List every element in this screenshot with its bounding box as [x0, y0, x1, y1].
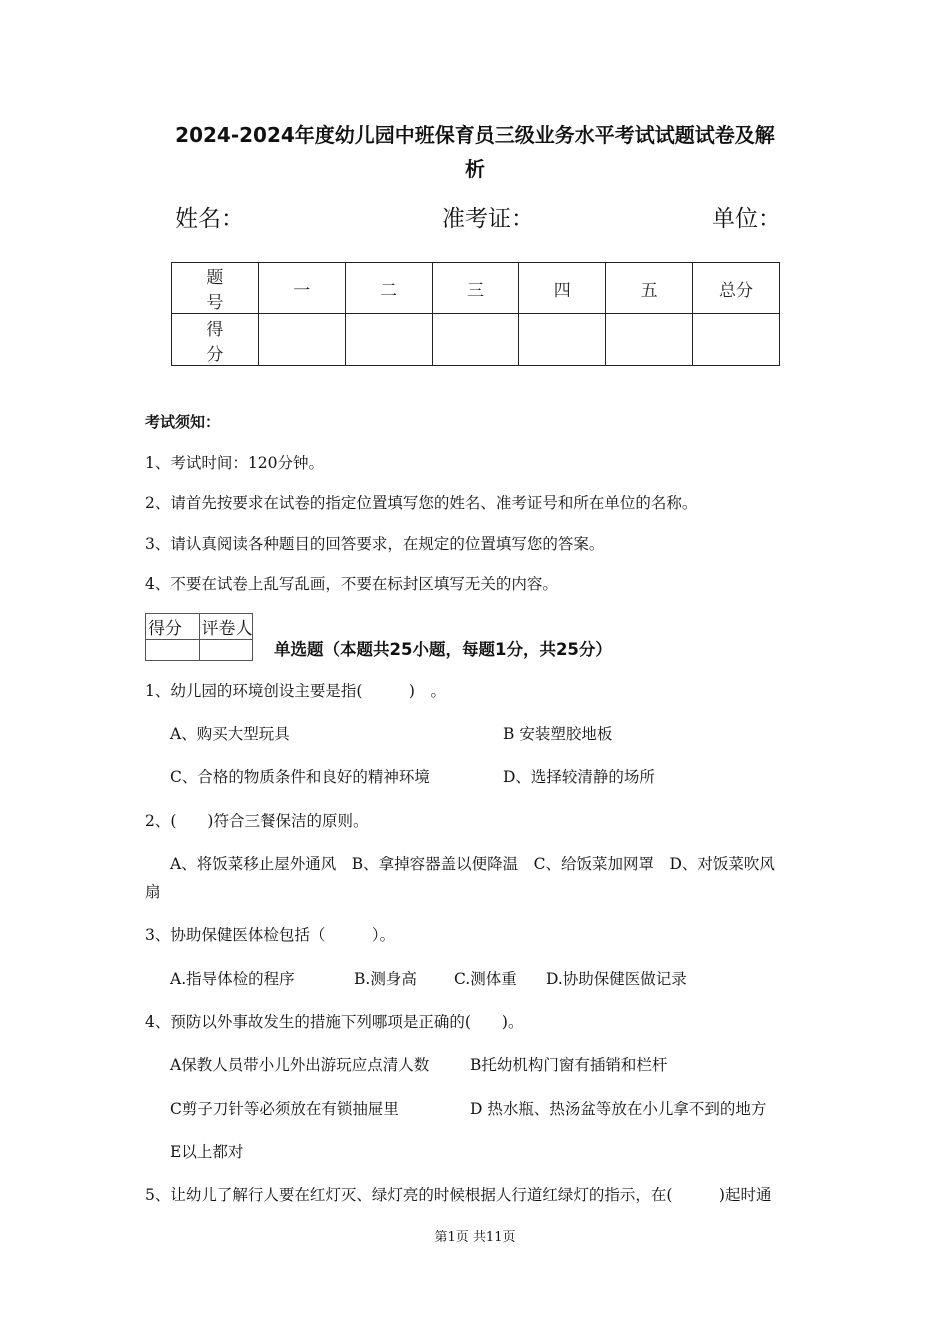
score-table	[171, 262, 780, 366]
question-2-options-continued: 扇	[145, 883, 161, 901]
column-5: 五	[606, 263, 693, 314]
question-4-option-c[interactable]: C剪子刀针等必须放在有锁抽屉里	[170, 1100, 399, 1118]
grader-table-header-row	[146, 614, 253, 640]
question-1-option-c[interactable]: C、合格的物质条件和良好的精神环境	[170, 768, 430, 786]
score-table-header-row	[172, 263, 780, 314]
score-cell-2[interactable]	[345, 314, 432, 366]
question-1-option-b[interactable]: B 安装塑胶地板	[503, 725, 613, 743]
question-number-label: 题 号	[172, 263, 259, 314]
question-4-option-e[interactable]: E以上都对	[170, 1143, 244, 1161]
column-1: 一	[258, 263, 345, 314]
question-1-option-a[interactable]: A、购买大型玩具	[170, 725, 290, 743]
score-cell-4[interactable]	[519, 314, 606, 366]
question-3-option-b[interactable]: B.测身高	[354, 970, 417, 988]
question-3-option-d[interactable]: D.协助保健医做记录	[546, 970, 687, 988]
notice-item-3: 3、请认真阅读各种题目的回答要求，在规定的位置填写您的答案。	[145, 535, 605, 553]
question-4-option-b[interactable]: B托幼机构门窗有插销和栏杆	[470, 1056, 668, 1074]
column-3: 三	[432, 263, 519, 314]
name-label: 姓名：	[175, 206, 244, 232]
notice-item-1: 1、考试时间：120分钟。	[145, 454, 324, 472]
grader-name-cell[interactable]	[199, 640, 253, 661]
notice-item-2: 2、请首先按要求在试卷的指定位置填写您的姓名、准考证号和所在单位的名称。	[145, 494, 698, 512]
score-cell-total[interactable]	[693, 314, 780, 366]
score-label: 得 分	[172, 314, 259, 366]
question-1-option-d[interactable]: D、选择较清静的场所	[503, 768, 655, 786]
exam-title	[140, 118, 810, 186]
question-4-option-a[interactable]: A保教人员带小儿外出游玩应点清人数	[170, 1056, 430, 1074]
question-2: 2、( )符合三餐保洁的原则。	[145, 812, 369, 830]
grader-table-input-row	[146, 640, 253, 661]
exam-id-label: 准考证：	[442, 206, 534, 232]
question-3-option-c[interactable]: C.测体重	[454, 970, 517, 988]
grader-name-label: 评卷人	[199, 614, 253, 640]
section-heading: 单选题（本题共25小题，每题1分，共25分）	[274, 640, 612, 659]
notice-title: 考试须知：	[145, 413, 221, 431]
title-line-2: 析	[465, 157, 485, 181]
page-footer: 第1页 共11页	[434, 1230, 516, 1245]
grader-table	[145, 613, 253, 661]
column-total: 总分	[693, 263, 780, 314]
grader-score-label: 得分	[146, 614, 200, 640]
question-1: 1、幼儿园的环境创设主要是指( ) 。	[145, 682, 446, 700]
question-3: 3、协助保健医体检包括（ ）。	[145, 926, 396, 944]
column-4: 四	[519, 263, 606, 314]
notice-item-4: 4、不要在试卷上乱写乱画，不要在标封区填写无关的内容。	[145, 575, 558, 593]
question-2-options[interactable]: A、将饭菜移止屋外通风 B、拿掉容器盖以便降温 C、给饭菜加网罩 D、对饭菜吹风	[170, 855, 775, 873]
column-2: 二	[345, 263, 432, 314]
grader-score-cell[interactable]	[146, 640, 200, 661]
unit-label: 单位：	[712, 206, 781, 232]
question-5: 5、让幼儿了解行人要在红灯灭、绿灯亮的时候根据人行道红绿灯的指示，在( )起时通	[145, 1186, 772, 1204]
question-4: 4、预防以外事故发生的措施下列哪项是正确的( )。	[145, 1013, 524, 1031]
score-table-score-row	[172, 314, 780, 366]
score-cell-5[interactable]	[606, 314, 693, 366]
question-4-option-d[interactable]: D 热水瓶、热汤盆等放在小儿拿不到的地方	[470, 1100, 767, 1118]
score-cell-3[interactable]	[432, 314, 519, 366]
title-line-1: 2024-2024年度幼儿园中班保育员三级业务水平考试试题试卷及解	[175, 123, 775, 147]
question-3-option-a[interactable]: A.指导体检的程序	[170, 970, 295, 988]
score-cell-1[interactable]	[258, 314, 345, 366]
